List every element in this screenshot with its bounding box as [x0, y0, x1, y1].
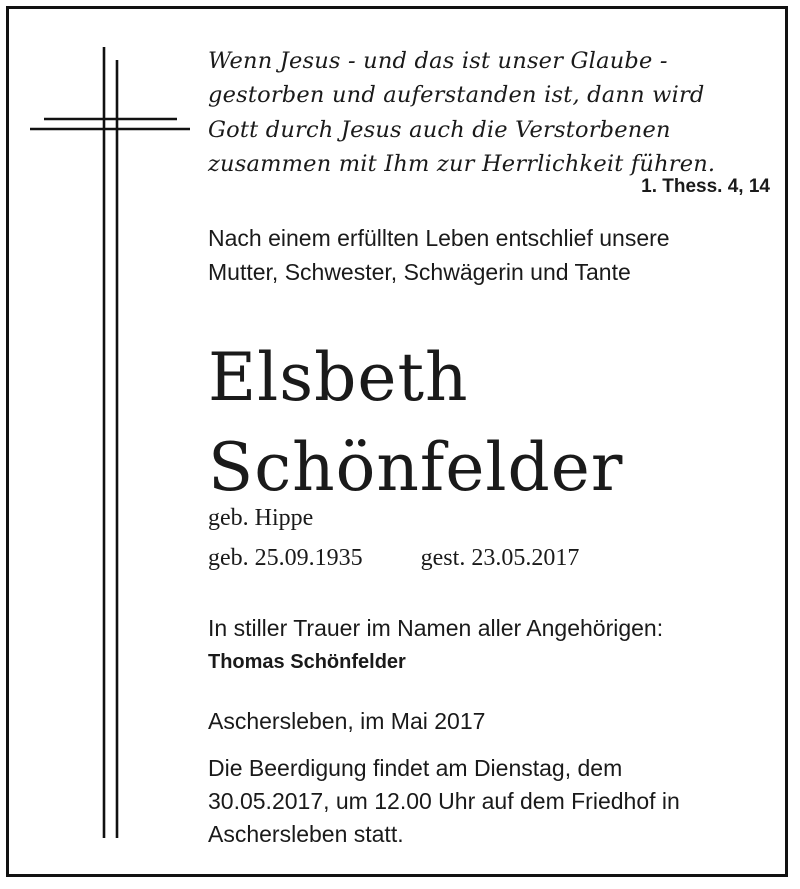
- mourners-block: [208, 611, 663, 679]
- mourners-line: In stiller Trauer im Namen aller Angehörigen:: [208, 615, 664, 641]
- funeral-line: Die Beerdigung findet am Dienstag, dem: [208, 755, 623, 781]
- first-name: Elsbeth: [208, 339, 469, 416]
- verse-line: zusammen mit Ihm zur Herrlichkeit führen.: [208, 150, 716, 177]
- funeral-info: [208, 752, 680, 851]
- verse-citation: 1. Thess. 4, 14: [641, 176, 770, 197]
- verse-line: gestorben und auferstanden ist, dann wird: [208, 82, 705, 109]
- verse-line: Gott durch Jesus auch die Verstorbenen: [208, 116, 671, 143]
- intro-line: Mutter, Schwester, Schwägerin und Tante: [208, 259, 631, 285]
- deceased-name: [208, 333, 623, 513]
- life-dates: [208, 545, 579, 572]
- funeral-line: Aschersleben statt.: [208, 821, 404, 847]
- verse-line: Wenn Jesus - und das ist unser Glaube -: [208, 48, 668, 74]
- death-date: gest. 23.05.2017: [420, 545, 580, 571]
- last-name: Schönfelder: [208, 429, 624, 506]
- bible-verse: [208, 44, 715, 181]
- maiden-name: geb. Hippe: [208, 505, 314, 531]
- intro-text: [208, 221, 670, 289]
- funeral-line: 30.05.2017, um 12.00 Uhr auf dem Friedhof in: [208, 788, 680, 814]
- birth-date: geb. 25.09.1935: [208, 545, 363, 571]
- intro-line: Nach einem erfüllten Leben entschlief unsere: [208, 225, 670, 251]
- mourner-name: Thomas Schönfelder: [208, 651, 406, 673]
- place-date: Aschersleben, im Mai 2017: [208, 708, 486, 734]
